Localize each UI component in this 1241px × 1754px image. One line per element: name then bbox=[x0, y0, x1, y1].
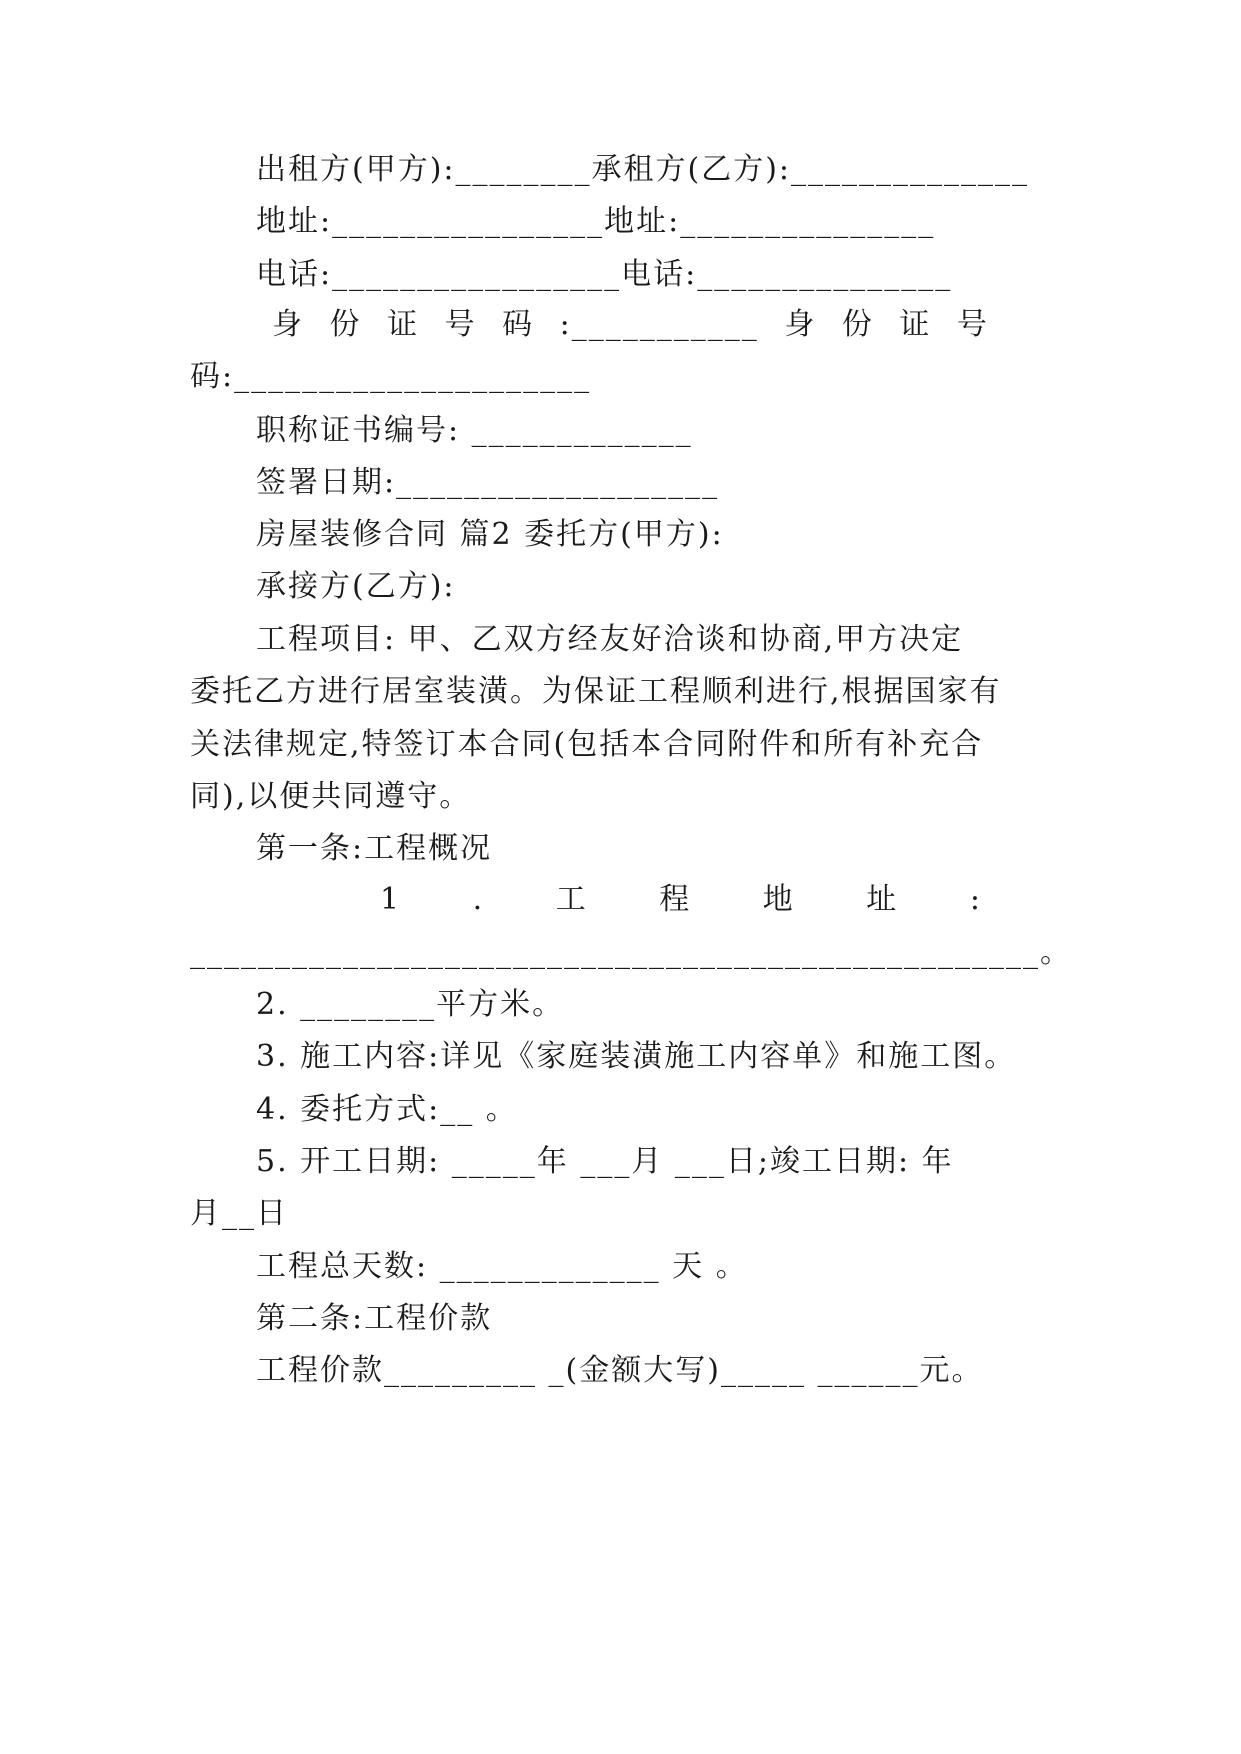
site-address-line: 1 . 工 程 地 址 : bbox=[380, 882, 982, 917]
area-line: 2. ________平方米。 bbox=[256, 987, 565, 1022]
total-days-line: 工程总天数: _____________ 天 。 bbox=[256, 1249, 748, 1284]
article-one-heading: 第一条:工程概况 bbox=[256, 831, 493, 866]
phone-line: 电话:_________________电话:_______________ bbox=[256, 257, 953, 292]
project-paragraph-line4: 同),以便共同遵守。 bbox=[190, 779, 472, 814]
end-date-line: 月__日 bbox=[190, 1196, 288, 1231]
project-paragraph-line3: 关法律规定,特签订本合同(包括本合同附件和所有补充合 bbox=[190, 727, 984, 762]
contract-heading-line: 房屋装修合同 篇2 委托方(甲方): bbox=[256, 517, 724, 552]
article-two-heading: 第二条:工程价款 bbox=[256, 1301, 493, 1336]
contractor-line: 承接方(乙方): bbox=[256, 569, 456, 604]
project-paragraph-line2: 委托乙方进行居室装潢。为保证工程顺利进行,根据国家有 bbox=[190, 674, 1002, 709]
work-content-line: 3. 施工内容:详见《家庭装潢施工内容单》和施工图。 bbox=[256, 1039, 1017, 1074]
price-line: 工程价款_________ _(金额大写)_____ ______元。 bbox=[256, 1353, 984, 1388]
id-number-line: 身 份 证 号 码 :___________ 身 份 证 号 bbox=[272, 307, 989, 342]
sign-date-line: 签署日期:___________________ bbox=[256, 465, 720, 500]
title-cert-line: 职称证书编号: _____________ bbox=[256, 413, 693, 448]
site-address-blank: __________________________________________________。 bbox=[190, 935, 1072, 970]
lessor-lessee-line: 出租方(甲方):________承租方(乙方):______________ bbox=[256, 152, 1030, 187]
id-number-line-cont: 码:_____________________ bbox=[190, 359, 592, 394]
start-date-line: 5. 开工日期: _____年 ___月 ___日;竣工日期: 年 bbox=[256, 1144, 954, 1179]
address-line: 地址:________________地址:_______________ bbox=[256, 204, 936, 239]
project-paragraph-line1: 工程项目: 甲、乙双方经友好洽谈和协商,甲方决定 bbox=[256, 622, 964, 657]
commission-line: 4. 委托方式:__ 。 bbox=[256, 1092, 518, 1127]
